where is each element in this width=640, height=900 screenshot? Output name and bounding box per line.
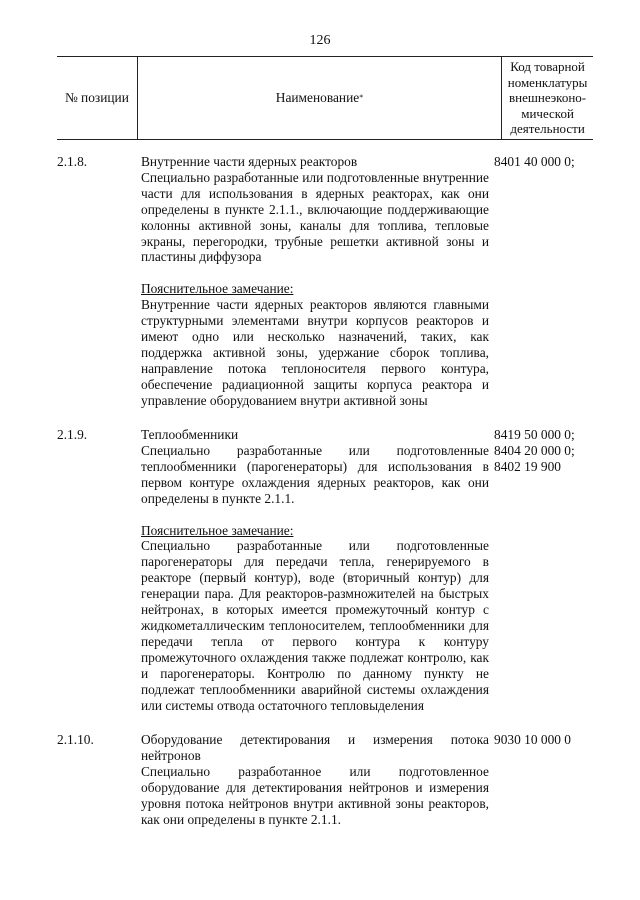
item-description — [141, 154, 489, 409]
item-title: Теплообменники — [141, 427, 239, 442]
item-description — [141, 427, 489, 713]
table-header — [57, 56, 593, 140]
item-number: 2.1.8. — [57, 154, 88, 169]
item-title: Внутренние части ядерных реакторов — [141, 154, 358, 169]
item-code: 8401 40 000 0; — [494, 154, 575, 169]
header-name: Наименование * — [137, 57, 502, 139]
item-codes — [494, 154, 594, 170]
note-text: Внутренние части ядерных реакторов являются главными структурными элементами внутри корпусов реакторов и имеют одно или несколько назначений, таких, как поддержка активной зоны, удержание сборок топлива, направление потока теплоносителя первого контура, обеспечение радиационной защиты корпуса реактора и управление оборудованием внутри активной зоны — [141, 297, 489, 408]
header-code-line: внешнеэконо- — [509, 90, 587, 106]
item-codes — [494, 732, 594, 748]
item-text: Специально разработанные или подготовленные внутренние части для использования в ядерных реакторах, как они определены в пункте 2.1.1., включающие поддерживающие колонны активной зоны, каналы для топлива, тепловые экраны, перегородки, трубные решетки активной зоны и пластины диффузора — [141, 169, 489, 265]
item-description — [141, 732, 489, 827]
header-code-line: Код товарной — [510, 59, 585, 75]
note-title: Пояснительное замечание: — [141, 522, 294, 538]
header-code-line: деятельности — [510, 121, 585, 137]
note-text: Специально разработанные или подготовленные парогенераторы для передачи тепла, генерируемого в реакторе (первый контур), воде (вторичный контур) для генерации пара. Для реакторов-размножителей на быстрых нейтронах, в которых имеется промежуточный контур с жидкометаллическим теплоносителем, теплообменники для передачи тепла от первого контура к контуру промежуточного охлаждения также подлежат контролю, как и парогенераторы. Контролю по данному пункту не подлежат теплообменники аварийной системы охлаждения или системы отвода остаточного тепловыделения — [141, 538, 489, 713]
item-code: 8419 50 000 0; — [494, 427, 575, 442]
item-codes — [494, 427, 594, 475]
item-text: Специально разработанные или подготовленные теплообменники (парогенераторы) для использования в первом контуре охлаждения ядерных реакторов, как они определены в пункте 2.1.1. — [141, 442, 489, 506]
item-code: 8404 20 000 0; — [494, 442, 575, 458]
header-code-line: мической — [521, 105, 574, 121]
header-code-line: номенклатуры — [507, 74, 588, 90]
item-number: 2.1.9. — [57, 427, 88, 442]
header-code — [502, 57, 593, 139]
item-number: 2.1.10. — [57, 732, 94, 747]
header-name-label: Наименование — [275, 90, 360, 106]
item-code: 9030 10 000 0 — [494, 732, 571, 747]
item-title: Оборудование детектирования и измерения потока нейтронов — [141, 732, 489, 763]
item-code: 8402 19 900 — [494, 458, 561, 474]
note-title: Пояснительное замечание: — [141, 281, 294, 297]
item-text: Специально разработанное или подготовленное оборудование для детектирования нейтронов и измерения уровня потока нейтронов внутри активной зоны реакторов, как они определены в пункте 2.1.1. — [141, 763, 489, 827]
header-position: № позиции — [64, 90, 129, 106]
page-number: 126 — [309, 33, 331, 48]
